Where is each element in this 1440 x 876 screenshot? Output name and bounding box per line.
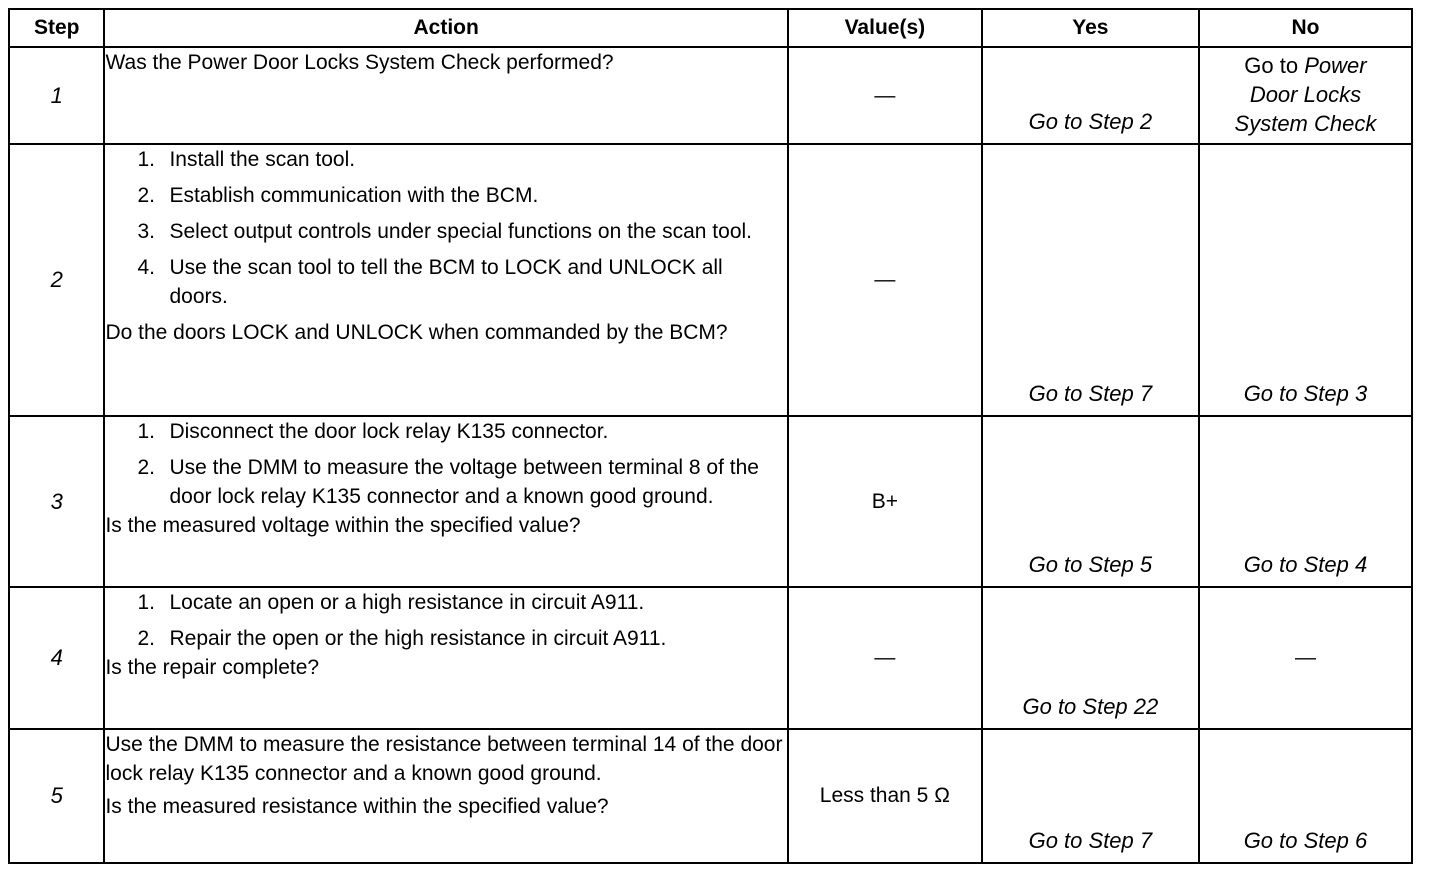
substep-list — [105, 417, 786, 511]
question-text: Is the measured voltage within the specified value? — [105, 514, 581, 537]
no-cell — [1199, 144, 1412, 416]
yes-link[interactable]: Go to Step 5 — [1028, 552, 1153, 577]
no-cell — [1199, 47, 1412, 144]
question-text: Is the repair complete? — [105, 656, 320, 679]
yes-cell — [982, 587, 1199, 729]
table-row — [9, 416, 1412, 587]
no-link[interactable]: Go to Step 3 — [1243, 381, 1368, 406]
step-number: 4 — [9, 587, 104, 729]
value-cell: Less than 5 Ω — [788, 729, 982, 863]
value-cell: — — [788, 47, 982, 144]
no-prefix: Go to — [1244, 53, 1299, 78]
no-cell — [1199, 729, 1412, 863]
no-line3: System Check — [1234, 111, 1377, 136]
action-cell — [104, 144, 787, 416]
yes-link[interactable]: Go to Step 7 — [1028, 381, 1153, 406]
list-item: 1. Install the scan tool. — [137, 148, 356, 171]
table-row — [9, 587, 1412, 729]
yes-cell — [982, 47, 1199, 144]
header-action: Action — [104, 9, 787, 47]
header-values: Value(s) — [788, 9, 982, 47]
no-link[interactable]: Go to Step 6 — [1243, 828, 1368, 853]
no-link[interactable] — [1200, 48, 1411, 138]
header-no: No — [1199, 9, 1412, 47]
list-item: 1. Locate an open or a high resistance in circuit A911. — [137, 591, 645, 614]
list-item: 4. Use the scan tool to tell the BCM to LOCK and UNLOCK all doors. — [137, 256, 723, 308]
list-item: 3. Select output controls under special functions on the scan tool. — [137, 220, 752, 243]
yes-cell — [982, 416, 1199, 587]
table-row — [9, 729, 1412, 863]
value-cell: — — [788, 587, 982, 729]
header-row — [9, 9, 1412, 47]
step-number: 2 — [9, 144, 104, 416]
yes-link[interactable]: Go to Step 22 — [1022, 694, 1159, 719]
table-row — [9, 47, 1412, 144]
no-link[interactable]: Go to Step 4 — [1243, 552, 1368, 577]
no-line1: Power — [1304, 53, 1367, 78]
action-text: Was the Power Door Locks System Check performed? — [105, 51, 614, 74]
list-item: 2. Use the DMM to measure the voltage between terminal 8 of the door lock relay K135 connector and a known good ground. — [137, 456, 759, 508]
list-item: 2. Repair the open or the high resistance in circuit A911. — [137, 627, 667, 650]
question-text: Do the doors LOCK and UNLOCK when commanded by the BCM? — [105, 321, 728, 344]
header-yes: Yes — [982, 9, 1199, 47]
action-text: Use the DMM to measure the resistance between terminal 14 of the door lock relay K135 connector and a known good ground. — [105, 733, 783, 785]
action-cell — [104, 587, 787, 729]
substep-list — [105, 145, 786, 311]
yes-link[interactable]: Go to Step 2 — [1028, 109, 1153, 134]
question-text: Is the measured resistance within the specified value? — [105, 795, 609, 818]
value-cell: — — [788, 144, 982, 416]
step-number: 3 — [9, 416, 104, 587]
no-cell — [1199, 416, 1412, 587]
step-number: 5 — [9, 729, 104, 863]
action-cell — [104, 47, 787, 144]
step-number: 1 — [9, 47, 104, 144]
substep-list — [105, 588, 786, 653]
yes-cell — [982, 144, 1199, 416]
action-cell — [104, 729, 787, 863]
no-cell: — — [1199, 587, 1412, 729]
no-line2: Door Locks — [1249, 82, 1362, 107]
list-item: 2. Establish communication with the BCM. — [137, 184, 539, 207]
table-row — [9, 144, 1412, 416]
action-cell — [104, 416, 787, 587]
header-step: Step — [9, 9, 104, 47]
yes-link[interactable]: Go to Step 7 — [1028, 828, 1153, 853]
list-item: 1. Disconnect the door lock relay K135 connector. — [137, 420, 609, 443]
value-cell: B+ — [788, 416, 982, 587]
yes-cell — [982, 729, 1199, 863]
diagnostic-table — [8, 8, 1413, 864]
